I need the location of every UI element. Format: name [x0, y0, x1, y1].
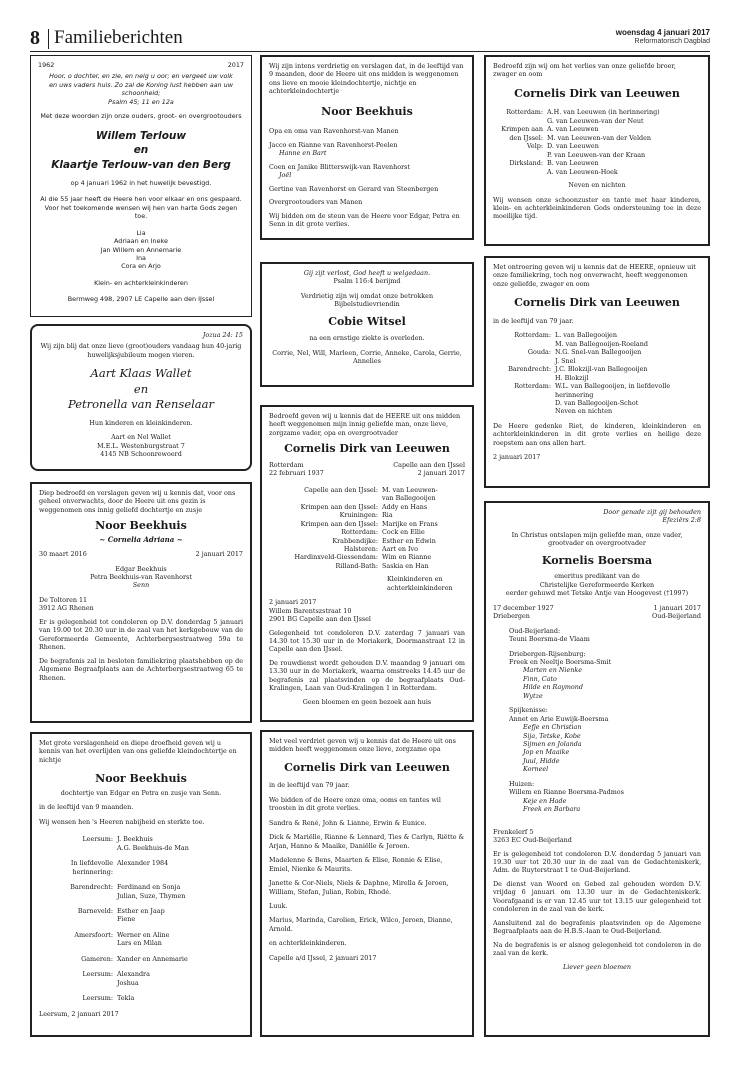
- deceased-fullname: ~ Cornelia Adriana ~: [99, 534, 183, 544]
- family-name: Addy en Hans: [382, 502, 428, 511]
- after-funeral-info: Na de begrafenis is er alsnog gelegenheid tot condoleren in de zaal van de kerk.: [493, 940, 701, 958]
- place-label: Halsteren:: [343, 544, 378, 553]
- intro-text: Bedroefd geven wij u kennis dat de HEERE uit ons midden heeft weggenomen mijn innig geliefde man, onze lieve, zorgzame vader, opa en overgrootvader: [269, 412, 461, 437]
- family-name: Opa en oma van Ravenhorst-van Manen: [269, 127, 399, 136]
- family-row: [493, 142, 701, 159]
- child-names: Joël: [279, 171, 292, 180]
- family-name: Cock en Ellie: [382, 528, 425, 537]
- signers: Edgar Beekhuis Petra Beekhuis-van Ravenhorst Senn: [90, 564, 192, 590]
- family-name: Teuni Boersma-de Vlaam: [509, 635, 590, 644]
- married-line: op 4 januari 1962 in het huwelijk bevestigd.: [70, 178, 212, 187]
- child-names: Hilde en Raymond: [523, 683, 583, 692]
- family-name: J. Beekhuis: [117, 835, 153, 844]
- family-name: A. van Leeuwen-Hoek: [547, 167, 618, 176]
- family-name: A.H. van Leeuwen (in herinnering): [547, 108, 660, 117]
- grandchildren-group: Dick & Mariëlle, Rianne & Lennard, Ties & Carlyn, Riëtte & Arjan, Hanno & Maaike, Daniëlle & Jeroen.: [269, 833, 465, 850]
- family-list: Lia Adriaan en Ineke Jan Willem en Annemarie Ina Cora en Arjo: [100, 228, 182, 271]
- grandchildren-group: Luuk.: [269, 901, 288, 910]
- family-row: [269, 553, 465, 561]
- quote: Door genade zijt gij behouden: [603, 508, 701, 516]
- intro-text: Wij zijn blij dat onze lieve (groot)ouders vandaag hun 40-jarig huwelijksjubileum mogen vieren.: [40, 342, 242, 359]
- place-label: Driebergen-Rijsenburg:: [509, 649, 586, 658]
- year-left: 1962: [38, 61, 55, 69]
- grandchildren-line: Kleinkinderen en achterkleinkinderen: [387, 575, 453, 592]
- family-name: Joshua: [117, 978, 139, 987]
- family-name: Wim en Rianne: [382, 553, 432, 562]
- family-names: [547, 125, 651, 142]
- family-row: [39, 931, 243, 948]
- family-entry: [269, 127, 465, 135]
- ad-noor-beekhuis-parents: [30, 482, 252, 723]
- family-row: [493, 125, 701, 142]
- closing-text: Geen bloemen en geen bezoek aan huis: [302, 697, 432, 706]
- family-names: [555, 348, 641, 365]
- place-label: Spijkenisse:: [509, 706, 548, 715]
- address: 2 januari 2017 Willem Barentszstraat 10 2901 BG Capelle aan den IJssel: [269, 598, 371, 624]
- family-list: [269, 486, 465, 571]
- child-names: Juul, Hidde: [523, 756, 560, 765]
- family-name: M. van Leeuwen-: [382, 485, 438, 494]
- child-names: Sijmen en Jolanda: [523, 740, 582, 749]
- ad-cornelis-siblings: [484, 55, 710, 246]
- family-list: [493, 627, 701, 814]
- family-row: [269, 528, 465, 536]
- wish-line: Wij wensen hen 's Heeren nabijheid en sterkte toe.: [39, 817, 205, 826]
- place-label: Rotterdam:: [514, 331, 551, 340]
- grandchildren-line: Klein- en achterkleinkinderen: [94, 278, 188, 287]
- grandchildren-group: Janette & Cor-Niels, Niels & Daphne, Mirella & Jeroen, William, Stefan, Julian, Robin, Rhodé.: [269, 879, 449, 896]
- birth-place: Driebergen: [493, 612, 530, 621]
- child-names: Sija, Tetske, Kobe: [523, 731, 581, 740]
- ad-noor-beekhuis-grandparents: [30, 732, 252, 1037]
- family-entry: [269, 163, 465, 180]
- family-name: J. Snel: [555, 356, 576, 365]
- place-label: Leersum:: [82, 835, 113, 844]
- family-group: [493, 650, 701, 701]
- family-row: [269, 511, 465, 519]
- death-date: 2 januari 2017: [195, 550, 243, 559]
- subtitle: dochtertje van Edgar en Petra en zusje van Senn.: [60, 788, 222, 797]
- ad-noor-beekhuis-family: [260, 55, 474, 240]
- family-name: W.L. van Ballegooijen, in liefdevolle herinnering: [555, 382, 671, 399]
- place-label: Hardinxveld-Giessendam:: [294, 553, 378, 562]
- child-names: Finn, Cato: [523, 674, 557, 683]
- couple-names: Willem Terlouw en Klaartje Terlouw-van den Berg: [51, 129, 231, 172]
- family-name: Ferdinand en Sonja: [117, 883, 181, 892]
- birth-date: 17 december 1927: [493, 603, 554, 612]
- deceased-name: Cornelis Dirk van Leeuwen: [514, 86, 680, 100]
- ad-cornelis-grandchildren: [260, 730, 474, 1037]
- grandchildren-group: en achterkleinkinderen.: [269, 939, 347, 948]
- family-row: [493, 348, 701, 365]
- death-date: 1 januari 2017: [653, 603, 701, 612]
- ad-cornelis-in-laws: [484, 256, 710, 488]
- family-names: [117, 994, 134, 1002]
- family-names: [117, 859, 168, 876]
- family-name: D. van Leeuwen: [547, 142, 599, 151]
- year-right: 2017: [227, 61, 244, 69]
- place-label: Leersum:: [82, 994, 113, 1003]
- couple-names: Aart Klaas Wallet en Petronella van Renselaar: [67, 366, 215, 412]
- family-name: L. van Ballegooijen: [555, 331, 617, 340]
- birth-place: Rotterdam: [269, 460, 304, 469]
- family-name: Marijke en Frans: [382, 519, 438, 528]
- place-label: Rotterdam:: [506, 108, 543, 117]
- service-info: De dienst van Woord en Gebed zal gehouden worden D.V. vrijdag 6 januari om 13.30 uur in de Gedachteniskerk. Voorafgaand is er van 12.45 uur tot 13.15 uur gelegenheid tot condoleren in de zaal van de kerk.: [493, 879, 701, 914]
- family-names: [555, 382, 701, 416]
- family-names: [382, 486, 438, 503]
- family-row: [269, 486, 465, 503]
- family-row: [493, 108, 701, 125]
- psalm-ref: Psalm 116:4 berijmd: [333, 277, 401, 286]
- family-names: [117, 955, 188, 963]
- place-label: Capelle aan den IJssel:: [304, 485, 378, 494]
- family-name: Saskia en Han: [382, 561, 429, 570]
- family-names: [117, 835, 189, 852]
- family-names: [382, 528, 425, 536]
- condolence-info: Gelegenheid tot condoleren D.V. zaterdag 7 januari van 14.30 tot 15.30 uur in de Moriakerk, Doormanstraat 12 in Capelle aan den IJssel.: [269, 628, 465, 654]
- family-name: Overgrootouders van Manen: [269, 198, 363, 207]
- address: Bermweg 498, 2907 LE Capelle aan den IJssel: [67, 295, 215, 304]
- child-names: Freek en Barbara: [523, 805, 581, 814]
- nephews-line: Neven en nichten: [568, 181, 626, 190]
- family-name: Jacco en Rianne van Ravenhorst-Peelen: [269, 140, 398, 149]
- place-label: Amersfoort:: [74, 930, 113, 939]
- issue-date: woensdag 4 januari 2017: [615, 28, 710, 37]
- family-names: [382, 562, 429, 570]
- ad-cornelis-family: [260, 405, 474, 722]
- family-row: [269, 562, 465, 570]
- family-name: Esther en Jaap: [117, 906, 165, 915]
- place-label: Barendrecht:: [70, 883, 113, 892]
- verse: Hoor, o dochter, en zie, en neig u oor; en vergeet uw volk en uws vaders huis. Zo zal de Koning lust hebben aan uw schoonheid; Psalm 45; 11 en 12a: [49, 72, 233, 106]
- address: Frenkelerf 5 3263 EC Oud-Beijerland: [493, 827, 572, 845]
- family-group: [493, 780, 701, 814]
- child-names: Keje en Hade: [523, 796, 567, 805]
- place-label: Krabbendijke:: [332, 536, 378, 545]
- closing-text: Wij bidden om de steun van de Heere voor Edgar, Petra en Senn in dit grote verlies.: [269, 211, 460, 228]
- footer-date: Capelle a/d IJssel, 2 januari 2017: [269, 953, 377, 962]
- family-group: [493, 627, 701, 644]
- place-label: Barneveld:: [77, 906, 113, 915]
- deceased-name: Noor Beekhuis: [321, 104, 413, 118]
- place-label: Velp:: [526, 142, 543, 151]
- family-name: Xander en Annemarie: [117, 954, 188, 963]
- header-divider: [48, 29, 49, 49]
- ad-cobie-witsel: [260, 262, 474, 387]
- family-names: [547, 108, 660, 125]
- condolence-info: Er is gelegenheid tot condoleren op D.V. donderdag 5 januari van 19.00 tot 20.30 uur in de zaal van het kerkgebouw van de Gereformeerde Gemeente, Achterbergsestraatweg 59a te Rhenen.: [39, 617, 243, 652]
- family-name: Neven en nichten: [555, 407, 613, 416]
- family-names: [117, 970, 150, 987]
- place-label: Krimpen aan den IJssel:: [300, 502, 378, 511]
- family-name: Alexander 1984: [117, 859, 169, 868]
- intro-text: Diep bedroefd en verslagen geven wij u kennis dat, voor ons geheel onverwachts, door de Heere uit ons gezin is weggenomen ons innig geliefd dochtertje en zusje: [39, 489, 236, 514]
- family-name: Gertine van Ravenhorst en Gerard van Steenbergen: [269, 184, 439, 193]
- family-names: [117, 931, 169, 948]
- intro-text: Bedroefd zijn wij om het verlies van onze geliefde broer, zwager en oom: [493, 62, 676, 79]
- verse-ref: Efeziërs 2:8: [662, 516, 701, 525]
- family-entry: [269, 185, 465, 193]
- age-line: in de leeftijd van 79 jaar.: [269, 781, 350, 790]
- family-row: [39, 883, 243, 900]
- signers: Aart en Nel Wallet M.E.L. Westenburgstraat 7 4145 NB Schoonrewoerd: [97, 433, 185, 459]
- family-name: M. van Ballegooijen-Roeland: [555, 339, 648, 348]
- grandchildren-group: Madelenne & Bens, Maarten & Elise, Ronnie & Elise, Emiel, Nienke & Maurits.: [269, 856, 443, 873]
- family-names: [547, 159, 618, 176]
- place-label: Leersum:: [82, 970, 113, 979]
- family-row: [39, 994, 243, 1002]
- place-label: Rotterdam:: [341, 528, 378, 537]
- place-label: Rilland-Bath:: [335, 561, 378, 570]
- intro-text: Met grote verslagenheid en diepe droefheid geven wij u kennis van het overlijden van ons geliefde kleindochtertje en nichtje: [39, 739, 237, 764]
- funeral-info: De begrafenis zal in besloten familiekring plaatshebben op de Algemene Begraafplaats aan de Achterbergsestraatweg 65 te Rhenen.: [39, 656, 243, 682]
- quote: Gij zijt verlost, God heeft u welgedaan.: [303, 269, 431, 277]
- family-names: [382, 511, 393, 519]
- deceased-name: Cobie Witsel: [328, 314, 406, 328]
- family-name: Willem en Rianne Boersma-Padmos: [509, 788, 624, 797]
- place-label: Barendrecht:: [508, 365, 551, 374]
- birth-date: 30 maart 2016: [39, 550, 87, 559]
- condolence-info: Er is gelegenheid tot condoleren D.V. donderdag 5 januari van 19.30 uur tot 20.30 uur in de zaal van de Gedachteniskerk, Adm. de Ruyterstraat 1 te Oud-Beijerland.: [493, 849, 701, 875]
- family-name: A. van Leeuwen: [547, 125, 599, 134]
- family-name: A.G. Beekhuis-de Man: [117, 843, 189, 852]
- ad-kornelis-boersma: [484, 501, 710, 1037]
- family-row: [493, 331, 701, 348]
- family-name: Freek en Neeltje Boersma-Smit: [509, 657, 612, 666]
- death-date: 2 januari 2017: [417, 469, 465, 478]
- spouse-line: eerder gehuwd met Tetske Antje van Hoogevest (†1997): [505, 589, 689, 598]
- place-label: Kruiningen:: [339, 511, 378, 520]
- family-row: [39, 955, 243, 963]
- address: De Toltoren 11 3912 AG Rhenen: [39, 595, 94, 613]
- footer-date: Leersum, 2 januari 2017: [39, 1009, 119, 1018]
- section-title: Familieberichten: [54, 27, 183, 48]
- family-row: [493, 365, 701, 382]
- family-entry: [269, 141, 465, 158]
- place-label: In liefdevolle herinnering:: [70, 859, 113, 876]
- family-names: [555, 331, 648, 348]
- deceased-name: Noor Beekhuis: [95, 772, 187, 786]
- funeral-info: Aansluitend zal de begrafenis plaatsvinden op de Algemene Begraafplaats aan de H.B.S.-laan te Oud-Beijerland.: [493, 918, 701, 936]
- family-name: M. van Leeuwen-van der Velden: [547, 133, 651, 142]
- family-name: N.G. Snel-van Ballegooijen: [555, 348, 642, 357]
- age-line: in de leeftijd van 9 maanden.: [39, 803, 134, 812]
- child-names: Jop en Maaike: [523, 748, 570, 757]
- grandchildren-group: Sandra & René, John & Lianne, Erwin & Eunice.: [269, 818, 427, 827]
- family-name: van Ballegooijen: [382, 494, 436, 503]
- family-name: Alexandra: [117, 970, 150, 979]
- family-row: [269, 545, 465, 553]
- family-list: [493, 108, 701, 176]
- page-header: [30, 27, 710, 52]
- family-name: B. van Leeuwen: [547, 159, 599, 168]
- family-names: [555, 365, 648, 382]
- deceased-name: Cornelis Dirk van Leeuwen: [284, 760, 450, 774]
- verse-ref: Jozua 24: 15: [202, 331, 243, 339]
- family-group: [493, 706, 701, 774]
- family-names: [382, 503, 427, 511]
- family-name: Coen en Janike Blitterswijk-van Ravenhorst: [269, 162, 410, 171]
- family-name: D. van Ballegooijen-Schot: [555, 398, 639, 407]
- body-text: Al die 55 jaar heeft de Heere hen voor elkaar en ons gespaard. Voor het toekomende wensen wij hen van harte Gods zegen toe.: [40, 195, 242, 221]
- subtitle: na een ernstige ziekte is overleden.: [309, 334, 425, 343]
- footer-date: 2 januari 2017: [493, 453, 541, 462]
- prayer-text: We bidden of de Heere onze oma, ooms en tantes wil troosten in dit grote verlies.: [269, 795, 441, 813]
- family-name: G. van Leeuwen-van der Neut: [547, 116, 644, 125]
- grandchildren-group: Marius, Marinda, Carolien, Erick, Wilco, Jeroen, Dianne, Arnold.: [269, 916, 453, 933]
- family-row: [39, 859, 243, 876]
- prayer-text: De Heere gedenke Riet, de kinderen, kleinkinderen en achterkleinkinderen in dit grote verlies en heilige deze roepstem aan ons allen hart.: [493, 421, 701, 447]
- family-row: [269, 537, 465, 545]
- place-label: Krimpen aan den IJssel:: [300, 519, 378, 528]
- deceased-name: Cornelis Dirk van Leeuwen: [514, 296, 680, 310]
- family-names: [117, 883, 185, 900]
- title: emeritus predikant van de Christelijke Gereformeerde Kerken: [539, 572, 655, 589]
- family-names: [382, 537, 436, 545]
- family-row: [39, 970, 243, 987]
- death-place: Oud-Beijerland: [651, 612, 701, 621]
- place-label: Gouda:: [527, 348, 551, 357]
- signers: Corrie, Nel, Will, Marleen, Corrie, Anneke, Carola, Gerrie, Annelies: [272, 348, 462, 366]
- family-names: [382, 553, 431, 561]
- intro-text: Met deze woorden zijn onze ouders, groot- en overgrootouders: [40, 112, 242, 121]
- family-list: [269, 819, 465, 948]
- family-row: [269, 503, 465, 511]
- family-names: [382, 545, 418, 553]
- intro-text: Verdrietig zijn wij omdat onze betrokken Bijbelstudievriendin: [300, 291, 434, 309]
- newspaper-name: Reformatorisch Dagblad: [634, 38, 710, 45]
- family-name: J.C. Blokzijl-van Ballegooijen: [555, 365, 648, 374]
- place-label: Rotterdam:: [514, 382, 551, 391]
- intro-text: In Christus ontslapen mijn geliefde man, onze vader, grootvader en overgrootvader: [511, 530, 683, 548]
- place-label: Gameren:: [81, 954, 113, 963]
- child-names: Wytze: [523, 691, 543, 700]
- place-label: Dirksland:: [509, 159, 543, 168]
- family-name: Ria: [382, 511, 393, 520]
- funeral-info: De rouwdienst wordt gehouden D.V. maandag 9 januari om 13.30 uur in de Moriakerk, waarna omstreeks 14.45 uur de begrafenis zal plaatsvinden op de begraafplaats Oud-Kralingen, Laan van Oud-Kralingen 1 in Rotterdam.: [269, 658, 465, 693]
- intro-text: Wij zijn intens verdrietig en verslagen dat, in de leeftijd van 9 maanden, door de Heere uit ons midden is weggenomen ons lieve en mooie kleindochtertje, nichtje en achterkleindochtertje: [269, 62, 464, 96]
- family-row: [39, 835, 243, 852]
- family-list: [39, 835, 243, 1002]
- place-label: Huizen:: [509, 779, 535, 788]
- birth-date: 22 februari 1937: [269, 469, 324, 478]
- family-names: [382, 520, 438, 528]
- family-entry: [269, 198, 465, 206]
- family-name: Aart en Ivo: [382, 544, 418, 553]
- family-name: Werner en Aline: [117, 930, 170, 939]
- intro-text: Met veel verdriet geven wij u kennis dat de Heere uit ons midden heeft weggenomen onze lieve, zorgzame opa: [269, 737, 456, 754]
- family-name: P. van Leeuwen-van der Kraan: [547, 150, 646, 159]
- place-label: Krimpen aan den IJssel:: [501, 125, 543, 142]
- family-row: [269, 520, 465, 528]
- family-name: Annet en Arie Euwijk-Boersma: [509, 714, 609, 723]
- deceased-name: Kornelis Boersma: [541, 553, 653, 567]
- family-list: [493, 331, 701, 416]
- place-label: Oud-Beijerland:: [509, 626, 561, 635]
- family-row: [39, 907, 243, 924]
- age-line: in de leeftijd van 79 jaar.: [493, 316, 574, 325]
- child-names: Hanne en Bart: [279, 149, 327, 158]
- family-name: Julian, Suze, Thymen: [117, 891, 186, 900]
- family-row: [493, 159, 701, 176]
- deceased-name: Noor Beekhuis: [95, 519, 187, 533]
- death-place: Capelle aan den IJssel: [393, 460, 465, 469]
- family-name: H. Blokzijl: [555, 373, 589, 382]
- family-name: Lars en Milan: [117, 939, 162, 948]
- family-list: [269, 127, 465, 206]
- deceased-name: Cornelis Dirk van Leeuwen: [284, 442, 450, 456]
- family-row: [493, 382, 701, 416]
- ad-terlouw: [30, 55, 252, 317]
- ad-wallet: [30, 324, 252, 471]
- intro-text: Met ontroering geven wij u kennis dat de HEERE, opnieuw uit onze familiekring, toch nog onverwacht, heeft weggenomen onze geliefde, zwager en oom: [493, 263, 696, 288]
- closing-text: Wij wensen onze schoonzuster en tante met haar kinderen, klein- en achterkleinkinderen Gods ondersteuning toe in deze moeilijke tijd.: [493, 195, 701, 221]
- header-rule: [30, 51, 710, 52]
- closing-text: Liever geen bloemen: [562, 962, 632, 971]
- family-names: [117, 907, 165, 924]
- family-names: [547, 142, 645, 159]
- family-name: Tekla: [117, 994, 135, 1003]
- family-line: Hun kinderen en kleinkinderen.: [89, 418, 193, 427]
- family-name: Fiene: [117, 915, 136, 924]
- child-names: Korneel: [523, 765, 549, 774]
- page-number: 8: [30, 27, 40, 49]
- child-names: Eefje en Christian: [523, 723, 582, 732]
- child-names: Marten en Nienke: [523, 666, 583, 675]
- family-name: Esther en Edwin: [382, 536, 436, 545]
